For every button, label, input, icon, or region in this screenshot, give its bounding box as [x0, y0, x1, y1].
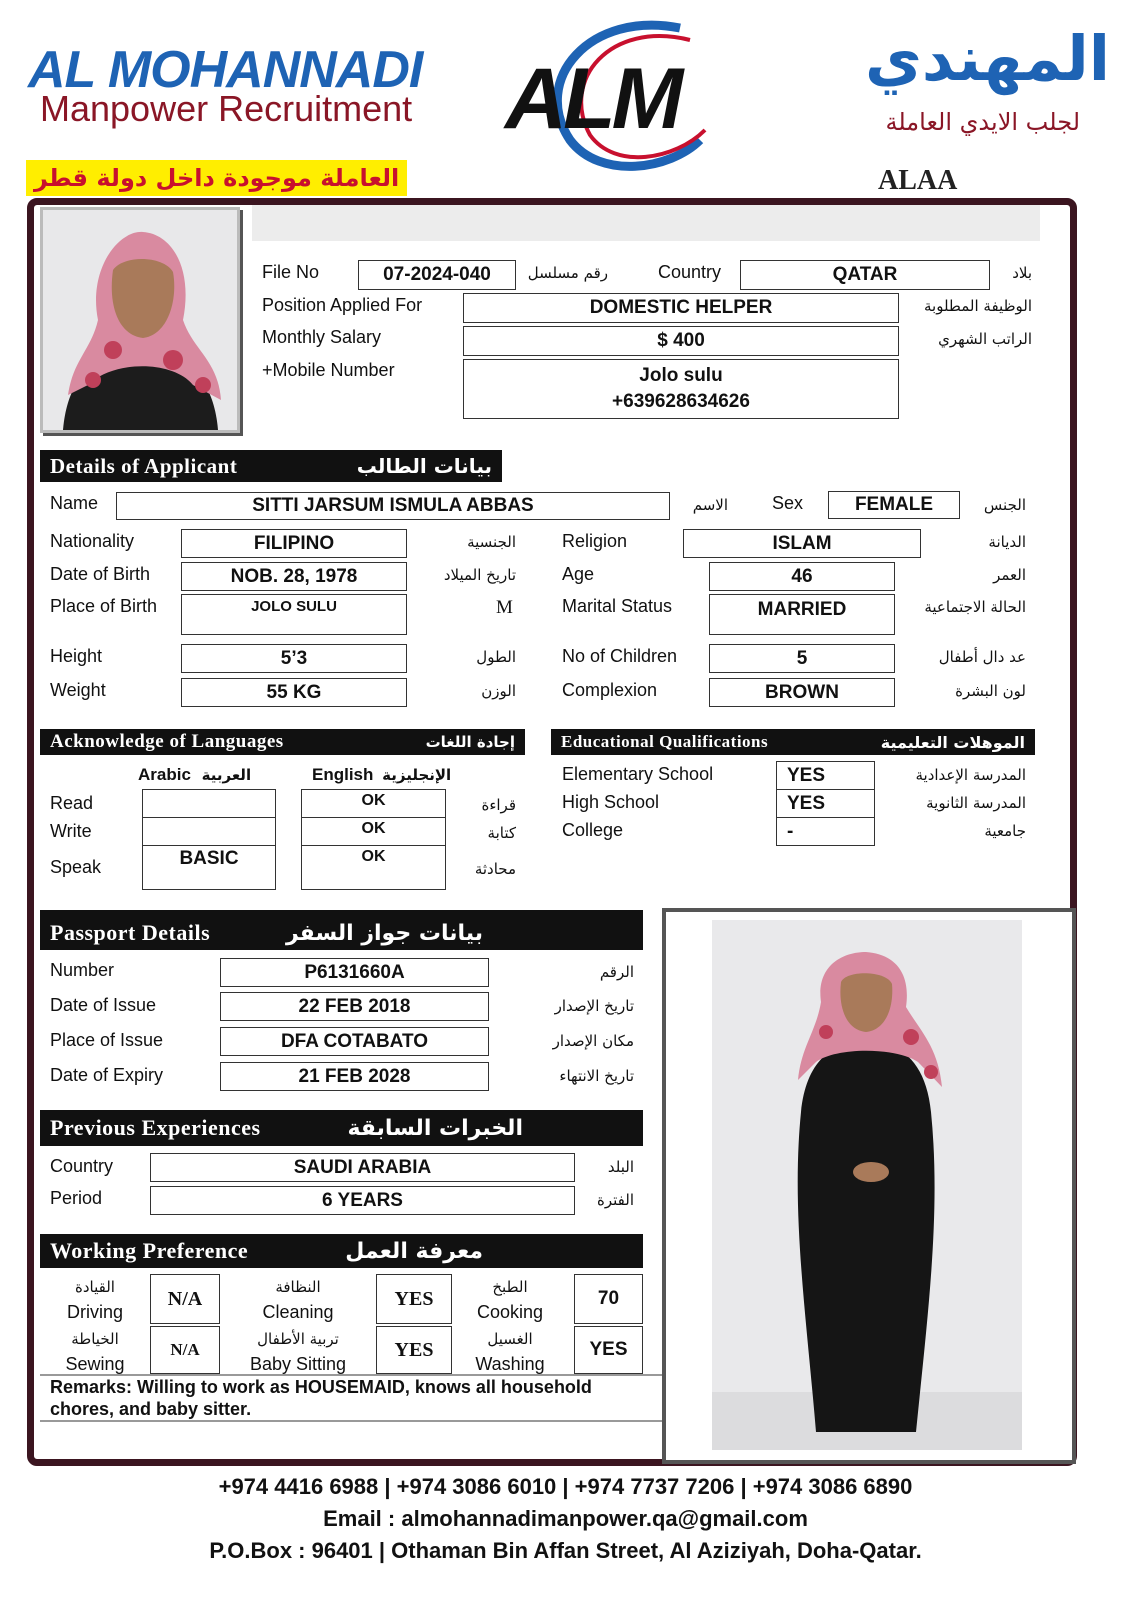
logo-mark: ALM	[505, 51, 680, 147]
complexion-label: Complexion	[562, 680, 658, 700]
logo-arabic-subtitle: لجلب الايدي العاملة	[885, 108, 1080, 136]
file-no-field: 07-2024-040	[358, 260, 516, 290]
cleaning-label: Cleaning	[262, 1302, 334, 1322]
children-ar: عد دال أطفال	[938, 648, 1026, 666]
passport-expiry-label: Date of Expiry	[50, 1065, 164, 1085]
working-header-ar: معرفة العمل	[345, 1238, 483, 1264]
languages-header-ar: إجادة اللغات	[425, 733, 515, 751]
children-label: No of Children	[562, 646, 678, 666]
sex-field: FEMALE	[828, 491, 960, 519]
dob-ar: تاريخ الميلاد	[443, 566, 516, 584]
baby-sitting-ar: تربية الأطفال	[257, 1330, 339, 1348]
name-ar: الاسم	[692, 496, 728, 514]
position-field: DOMESTIC HELPER	[463, 293, 899, 323]
religion-ar: الديانة	[988, 533, 1026, 551]
religion-label: Religion	[562, 531, 628, 551]
country-ar: بلاد	[1012, 264, 1032, 282]
passport-issue-place-ar: مكان الإصدار	[552, 1032, 634, 1050]
exp-country-label: Country	[50, 1156, 114, 1176]
applicant-header-en: Details of Applicant	[50, 453, 238, 478]
position-label: Position Applied For	[262, 295, 423, 315]
footer-address: P.O.Box : 96401 | Othaman Bin Affan Street, Al Aziziyah, Doha-Qatar.	[209, 1538, 922, 1563]
passport-issue-date-field: 22 FEB 2018	[220, 992, 489, 1021]
mobile-number: +639628634626	[612, 391, 750, 412]
lang-write-ar: كتابة	[487, 824, 516, 842]
exp-period-field: 6 YEARS	[150, 1186, 575, 1215]
education-header	[551, 729, 1035, 755]
passport-header-ar: بيانات جواز السفر	[285, 920, 483, 946]
sex-label: Sex	[772, 493, 804, 513]
weight-label: Weight	[50, 680, 106, 700]
country-field: QATAR	[740, 260, 990, 290]
lang-read-ar: قراءة	[481, 796, 516, 814]
lang-col-arabic-en: Arabic	[138, 765, 191, 784]
weight-field: 55 KG	[181, 678, 407, 707]
footer-email[interactable]: Email : almohannadimanpower.qa@gmail.com	[323, 1506, 808, 1531]
passport-issue-place-field: DFA COTABATO	[220, 1027, 489, 1056]
cooking-label: Cooking	[476, 1302, 544, 1322]
nationality-field: FILIPINO	[181, 529, 407, 558]
sewing-ar: الخياطة	[71, 1330, 119, 1348]
exp-country-ar: البلد	[607, 1158, 634, 1176]
lang-read-arabic	[142, 789, 276, 818]
lang-col-arabic-ar: العربية	[201, 766, 252, 784]
passport-header-en: Passport Details	[50, 920, 211, 945]
cleaning-field: YES	[376, 1274, 452, 1324]
passport-number-field: P6131660A	[220, 958, 489, 987]
file-no-label: File No	[262, 262, 320, 282]
dob-field: NOB. 28, 1978	[181, 562, 407, 591]
position-ar: الوظيفة المطلوبة	[924, 297, 1032, 315]
logo-arabic-title: المهندي	[865, 22, 1110, 95]
languages-header	[40, 729, 525, 755]
passport-issue-place-label: Place of Issue	[50, 1030, 164, 1050]
marital-field: MARRIED	[709, 594, 895, 635]
file-no-ar: رقم مسلسل	[527, 264, 608, 282]
weight-ar: الوزن	[481, 682, 516, 700]
education-header-ar: الموهلات التعليمية	[880, 732, 1025, 752]
sex-ar: الجنس	[983, 496, 1026, 514]
edu-elementary-ar: المدرسة الإعدادية	[915, 766, 1026, 784]
working-header	[40, 1234, 643, 1268]
children-field: 5	[709, 644, 895, 673]
top-bar	[252, 205, 1040, 241]
marital-ar: الحالة الاجتماعية	[924, 598, 1026, 616]
country-label: Country	[658, 262, 722, 282]
lang-write-label: Write	[50, 821, 92, 841]
lang-col-english	[312, 765, 451, 785]
lang-write-arabic	[142, 817, 276, 846]
age-field: 46	[709, 562, 895, 591]
height-label: Height	[50, 646, 103, 666]
edu-college-field: -	[776, 817, 875, 846]
footer-phones: +974 4416 6988 | +974 3086 6010 | +974 7737 7206 | +974 3086 6890	[218, 1474, 913, 1499]
experience-header	[40, 1110, 643, 1146]
washing-field: YES	[574, 1326, 643, 1374]
sewing-field: N/A	[150, 1326, 220, 1374]
lang-col-arabic	[138, 765, 251, 785]
applicant-header	[40, 450, 502, 482]
edu-high-field: YES	[776, 789, 875, 818]
passport-issue-date-label: Date of Issue	[50, 995, 157, 1015]
height-field: 5’3	[181, 644, 407, 673]
headshot-figure-icon	[43, 210, 237, 430]
lang-speak-arabic: BASIC	[142, 845, 276, 890]
lang-read-english: OK	[301, 789, 446, 818]
pob-mark: M	[496, 597, 513, 618]
edu-college-ar: جامعية	[984, 822, 1026, 840]
salary-field: $ 400	[463, 326, 899, 356]
driving-label: Driving	[66, 1302, 123, 1322]
cleaning-ar: النظافة	[275, 1278, 321, 1296]
lang-write-english: OK	[301, 817, 446, 846]
lang-col-english-ar: الإنجليزية	[382, 766, 452, 784]
name-label: Name	[50, 493, 99, 513]
baby-sitting-field: YES	[376, 1326, 452, 1374]
pob-field: JOLO SULU	[181, 594, 407, 635]
sewing-label: Sewing	[65, 1354, 125, 1374]
edu-college-label: College	[562, 820, 624, 840]
height-ar: الطول	[476, 648, 516, 666]
name-field: SITTI JARSUM ISMULA ABBAS	[116, 492, 670, 520]
passport-issue-date-ar: تاريخ الإصدار	[554, 997, 634, 1015]
driving-field: N/A	[150, 1274, 220, 1324]
applicant-header-ar: بيانات الطالب	[356, 454, 492, 478]
remarks-divider-bottom	[40, 1420, 662, 1422]
languages-header-en: Acknowledge of Languages	[50, 731, 284, 752]
lang-speak-ar: محادثة	[474, 860, 516, 878]
logo-english-subtitle: Manpower Recruitment	[40, 88, 413, 129]
passport-expiry-field: 21 FEB 2028	[220, 1062, 489, 1091]
edu-elementary-field: YES	[776, 761, 875, 790]
remarks-text: Remarks: Willing to work as HOUSEMAID, knows all household chores, and baby sitter.	[50, 1377, 592, 1419]
edu-high-label: High School	[562, 792, 660, 812]
cooking-field: 70	[574, 1274, 643, 1324]
salary-ar: الراتب الشهري	[938, 330, 1032, 348]
nationality-label: Nationality	[50, 531, 135, 551]
passport-expiry-ar: تاريخ الانتهاء	[559, 1067, 634, 1085]
edu-elementary-label: Elementary School	[562, 764, 714, 784]
washing-label: Washing	[475, 1354, 545, 1374]
applicant-full-photo	[662, 908, 1076, 1464]
experience-header-ar: الخبرات السابقة	[347, 1115, 523, 1141]
age-ar: العمر	[993, 566, 1026, 584]
experience-header-en: Previous Experiences	[50, 1115, 261, 1140]
mobile-label: +Mobile Number	[262, 360, 395, 380]
complexion-ar: لون البشرة	[955, 682, 1026, 700]
baby-sitting-label: Baby Sitting	[249, 1354, 347, 1374]
full-body-figure-icon	[666, 912, 1072, 1460]
mobile-field	[463, 359, 899, 419]
passport-header	[40, 910, 643, 950]
driving-ar: القيادة	[75, 1278, 115, 1296]
religion-field: ISLAM	[683, 529, 921, 558]
exp-period-label: Period	[50, 1188, 103, 1208]
marital-label: Marital Status	[562, 596, 673, 616]
location-banner: العاملة موجودة داخل دولة قطر	[26, 160, 407, 196]
lang-col-english-en: English	[312, 765, 374, 784]
working-header-en: Working Preference	[50, 1238, 249, 1263]
logo-english-title: AL MOHANNADI	[28, 41, 423, 99]
cooking-ar: الطبخ	[492, 1278, 528, 1296]
pob-label: Place of Birth	[50, 596, 158, 616]
applicant-headshot	[40, 207, 240, 433]
mobile-location: Jolo sulu	[639, 365, 723, 386]
education-header-en: Educational Qualifications	[561, 732, 769, 751]
lang-speak-label: Speak	[50, 857, 102, 877]
lang-speak-english: OK	[301, 845, 446, 890]
exp-country-field: SAUDI ARABIA	[150, 1153, 575, 1182]
lang-read-label: Read	[50, 793, 94, 813]
nationality-ar: الجنسية	[467, 533, 516, 551]
passport-number-label: Number	[50, 960, 115, 980]
passport-number-ar: الرقم	[599, 963, 634, 981]
edu-high-ar: المدرسة الثانوية	[926, 794, 1026, 812]
complexion-field: BROWN	[709, 678, 895, 707]
dob-label: Date of Birth	[50, 564, 151, 584]
age-label: Age	[562, 564, 595, 584]
exp-period-ar: الفترة	[597, 1191, 634, 1209]
agent-name: ALAA	[878, 165, 958, 196]
washing-ar: الغسيل	[487, 1330, 533, 1348]
salary-label: Monthly Salary	[262, 327, 382, 347]
